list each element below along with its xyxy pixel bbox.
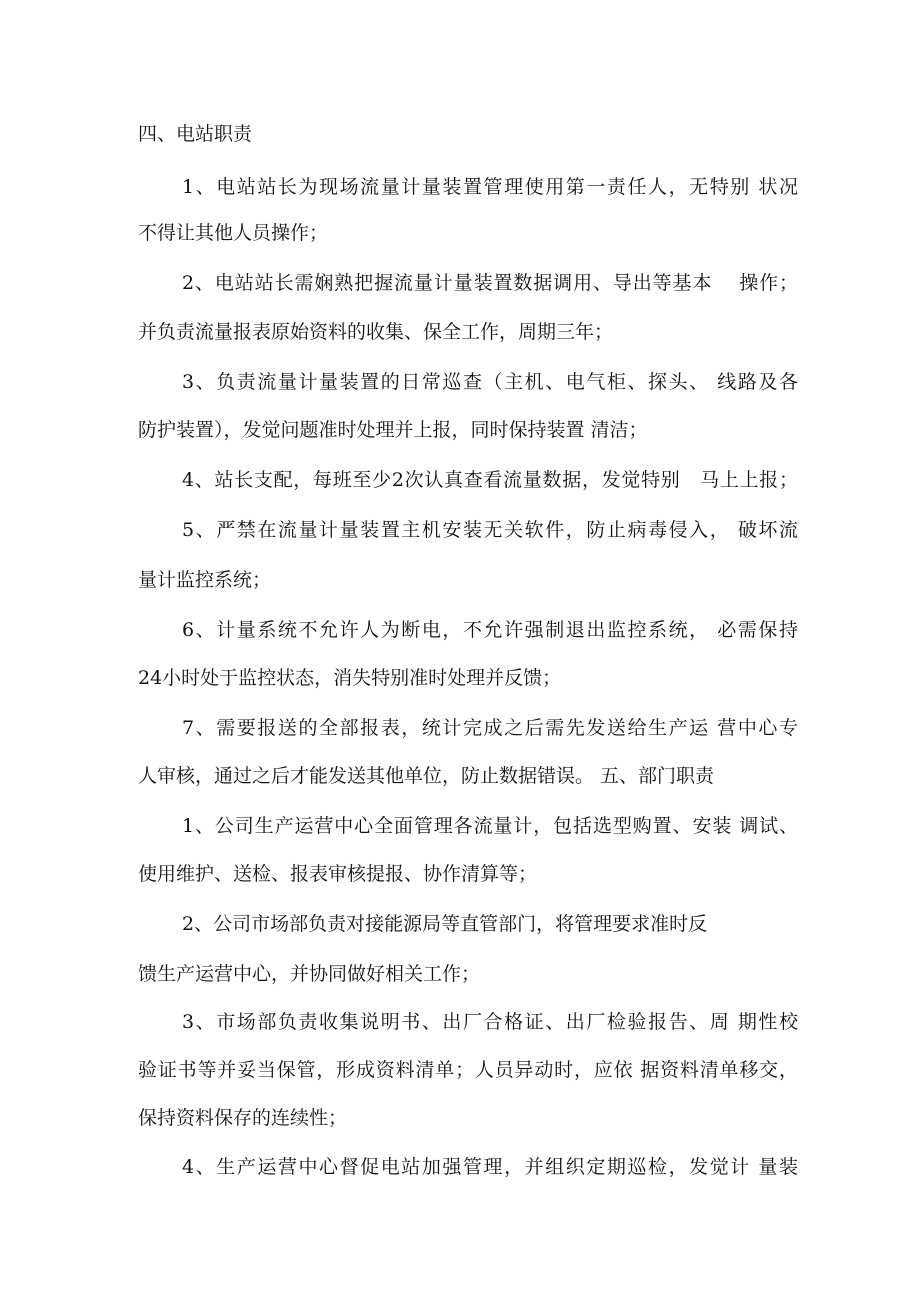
text-line: 量计监控系统；	[138, 569, 272, 591]
text-line: 保持资料保存的连续性；	[138, 1107, 348, 1129]
text-line: 3、负责流量计量装置的日常巡查（主机、电气柜、探头、 线路及各	[182, 371, 798, 393]
text-line: 3、市场部负责收集说明书、出厂合格证、出厂检验报告、周 期性校	[182, 1011, 798, 1033]
text-line: 不得让其他人员操作；	[138, 222, 329, 244]
text-line: 1、电站站长为现场流量计量装置管理使用第一责任人，无特别 状况	[182, 176, 798, 198]
text-line: 并负责流量报表原始资料的收集、保全工作，周期三年；	[138, 321, 614, 343]
text-line: 24小时处于监控状态，消失特别准时处理并反馈；	[138, 667, 562, 689]
text-line: 2、电站站长需娴熟把握流量计量装置数据调用、导出等基本 操作；	[182, 272, 798, 294]
text-line: 6、计量系统不允许人为断电，不允许强制退出监控系统， 必需保持	[182, 619, 798, 641]
text-line: 防护装置），发觉问题准时处理并上报，同时保持装置 清洁；	[138, 419, 648, 441]
text-line: 4、生产运营中心督促电站加强管理，并组织定期巡检，发觉计 量装	[182, 1156, 798, 1178]
text-line: 馈生产运营中心，并协同做好相关工作；	[138, 963, 481, 985]
section-heading-station-duties: 四、电站职责	[138, 123, 253, 145]
text-line: 2、公司市场部负责对接能源局等直管部门，将管理要求准时反	[182, 913, 708, 935]
text-line: 使用维护、送检、报表审核提报、协作清算等；	[138, 863, 538, 885]
text-line: 7、需要报送的全部报表，统计完成之后需先发送给生产运 营中心专	[182, 717, 798, 739]
text-line: 验证书等并妥当保管，形成资料清单；人员异动时，应依 据资料清单移交，	[138, 1059, 798, 1081]
text-line: 人审核，通过之后才能发送其他单位，防止数据错误。 五、部门职责	[138, 765, 715, 787]
text-line: 5、严禁在流量计量装置主机安装无关软件，防止病毒侵入， 破坏流	[182, 519, 798, 541]
text-line: 1、公司生产运营中心全面管理各流量计，包括选型购置、安装 调试、	[182, 815, 798, 837]
text-line: 4、站长支配，每班至少2次认真查看流量数据，发觉特别 马上上报；	[182, 469, 798, 491]
